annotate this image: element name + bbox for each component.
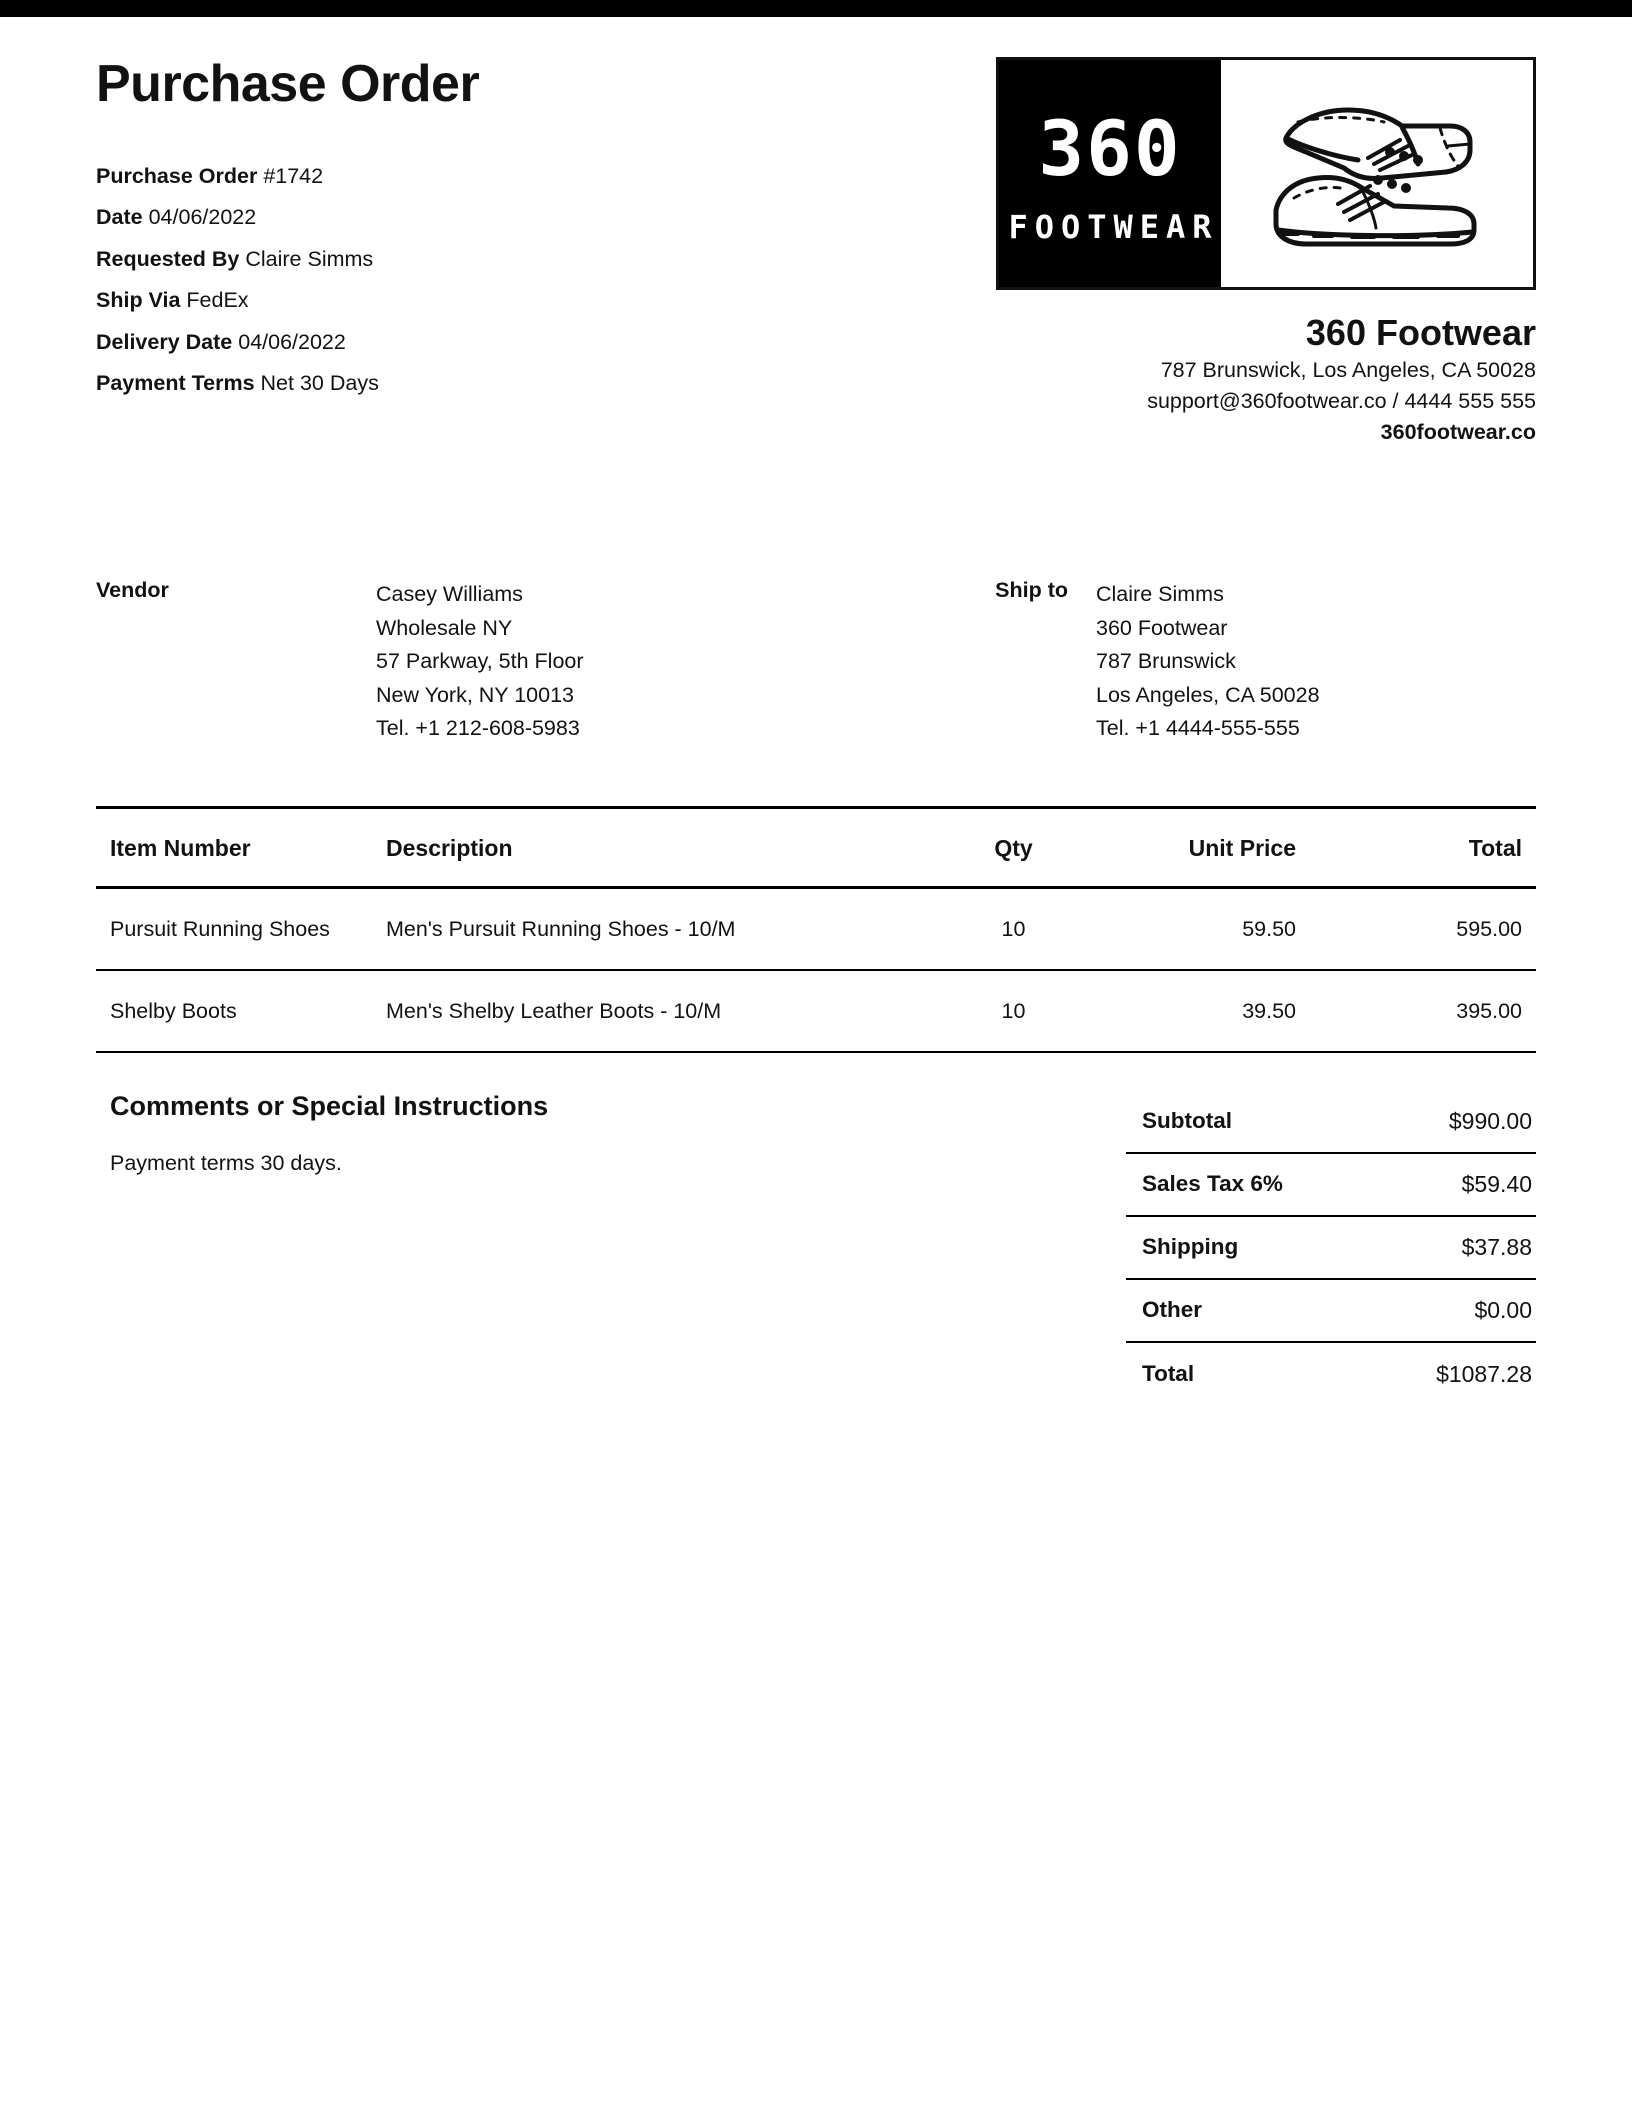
lower-section [96,1091,1536,1406]
cell-item-number: Pursuit Running Shoes [96,887,386,970]
company-website: 360footwear.co [1380,420,1536,444]
meta-label: Purchase Order [96,163,258,188]
parties-section [96,578,1536,746]
cell-unit-price: 39.50 [1096,970,1296,1052]
address-line: Casey Williams [376,582,523,606]
logo-image-panel [1221,60,1533,287]
address-line: 360 Footwear [1096,615,1228,640]
company-logo [996,57,1536,290]
meta-label: Date [96,205,143,230]
meta-label: Requested By [96,246,240,271]
table-header-row [96,807,1536,887]
meta-row-ship-via [96,280,796,322]
column-header-item-number: Item Number [96,807,386,887]
cell-unit-price: 59.50 [1096,887,1296,970]
totals-label: Other [1142,1297,1203,1322]
address-line: Wholesale NY [376,615,513,640]
meta-row-purchase-order [96,156,796,198]
totals-value: $59.40 [1461,1170,1532,1197]
totals-row-subtotal [1126,1091,1536,1154]
meta-row-date [96,197,796,239]
totals-label: Total [1142,1361,1195,1386]
table-row [96,887,1536,970]
totals-label: Subtotal [1142,1108,1232,1133]
logo-number: 360 [1038,103,1182,193]
totals-row-total [1126,1343,1536,1406]
totals-row-other [1126,1280,1536,1343]
ship-to-address [1096,578,1320,746]
table-row [96,970,1536,1052]
totals-row-sales-tax [1126,1154,1536,1217]
ship-to-block [816,578,1536,746]
comments-title: Comments or Special Instructions [110,1090,549,1121]
table-body [96,887,1536,1052]
address-line: New York, NY 10013 [376,682,575,707]
page-title: Purchase Order [96,55,480,113]
meta-row-requested-by [96,239,796,281]
totals-row-shipping [1126,1217,1536,1280]
address-line: Los Angeles, CA 50028 [1096,682,1320,707]
meta-row-delivery-date [96,322,796,364]
totals-value: $37.88 [1461,1233,1532,1260]
line-items-table [96,806,1536,1053]
cell-qty: 10 [931,887,1096,970]
meta-row-payment-terms [96,363,796,405]
meta-label: Ship Via [96,288,181,313]
company-name: 360 Footwear [1305,312,1536,353]
address-line: 57 Parkway, 5th Floor [376,649,584,673]
header-left-column [96,57,796,405]
address-line: Tel. +1 4444-555-555 [1096,716,1300,740]
company-address: 787 Brunswick, Los Angeles, CA 50028 [1160,358,1536,382]
vendor-block [96,578,816,746]
meta-value: Claire Simms [245,246,374,271]
company-contact: support@360footwear.co / 4444 555 555 [1147,389,1536,413]
cell-item-number: Shelby Boots [96,970,386,1052]
totals-label: Sales Tax 6% [1142,1171,1283,1196]
column-header-description: Description [386,807,931,887]
vendor-address [376,578,584,746]
comments-block [96,1091,826,1406]
totals-label: Shipping [1142,1234,1239,1259]
cell-description: Men's Shelby Leather Boots - 10/M [386,970,931,1052]
column-header-total: Total [1296,807,1536,887]
table-header [96,807,1536,887]
cell-qty: 10 [931,970,1096,1052]
page-top-bar [0,0,1632,17]
totals-value: $1087.28 [1436,1360,1532,1387]
totals-value: $990.00 [1448,1107,1532,1134]
purchase-order-page [0,17,1632,2112]
comments-text: Payment terms 30 days. [110,1150,342,1175]
totals-value: $0.00 [1474,1296,1532,1323]
meta-value: FedEx [186,288,249,313]
meta-value: 04/06/2022 [238,329,346,354]
meta-label: Delivery Date [96,329,233,354]
totals-block [1126,1091,1536,1406]
cell-total: 395.00 [1296,970,1536,1052]
address-line: Tel. +1 212-608-5983 [376,716,580,740]
logo-wordmark-panel [999,60,1221,287]
column-header-qty: Qty [931,807,1096,887]
cell-description: Men's Pursuit Running Shoes - 10/M [386,887,931,970]
meta-value: 04/06/2022 [148,205,257,230]
meta-value: #1742 [263,163,324,188]
ship-to-label: Ship to [995,578,1068,602]
column-header-unit-price: Unit Price [1096,807,1296,887]
document-header [96,17,1536,448]
cell-total: 595.00 [1296,887,1536,970]
meta-label: Payment Terms [96,371,255,396]
sneakers-icon [1262,94,1492,254]
vendor-label: Vendor [96,578,169,602]
logo-word: FOOTWEAR [1008,207,1219,246]
meta-value: Net 30 Days [260,371,379,396]
address-line: Claire Simms [1096,582,1224,606]
address-line: 787 Brunswick [1096,649,1236,673]
header-right-column [996,57,1536,448]
